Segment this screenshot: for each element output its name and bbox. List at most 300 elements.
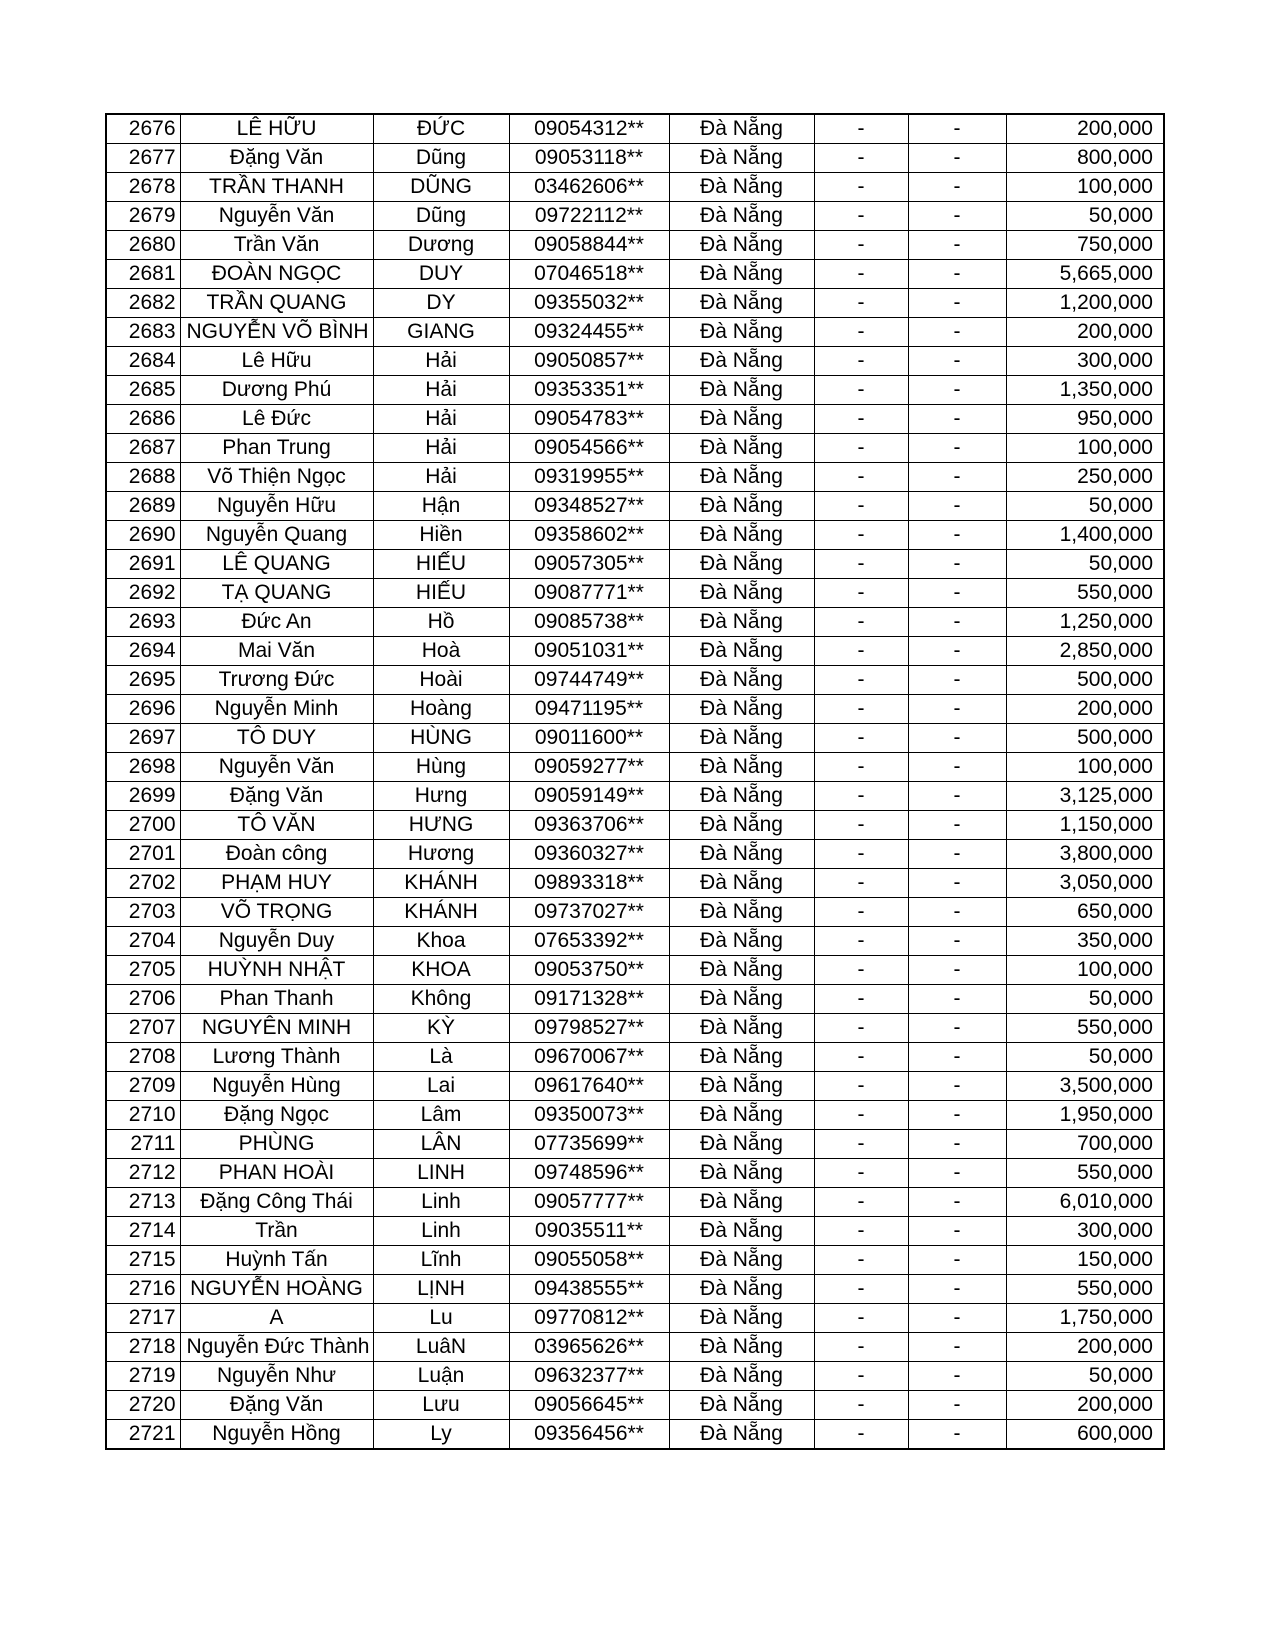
- given-name-cell: Khoa: [373, 927, 509, 956]
- phone-cell: 09471195**: [509, 695, 669, 724]
- table-row: [106, 550, 1164, 579]
- city-cell: Đà Nẵng: [669, 1304, 814, 1333]
- dash-cell: -: [908, 1420, 1006, 1450]
- surname-cell: A: [180, 1304, 373, 1333]
- row-number: 2699: [106, 782, 180, 811]
- surname-cell: NGUYỄN HOÀNG: [180, 1275, 373, 1304]
- given-name-cell: Không: [373, 985, 509, 1014]
- surname-cell: Đặng Văn: [180, 1391, 373, 1420]
- phone-cell: 09737027**: [509, 898, 669, 927]
- dash-cell: -: [908, 1130, 1006, 1159]
- dash-cell: -: [908, 463, 1006, 492]
- dash-cell: -: [908, 1159, 1006, 1188]
- surname-cell: Đức An: [180, 608, 373, 637]
- dash-cell: -: [814, 1188, 908, 1217]
- surname-cell: PHÙNG: [180, 1130, 373, 1159]
- table-row: [106, 434, 1164, 463]
- surname-cell: PHẠM HUY: [180, 869, 373, 898]
- phone-cell: 03462606**: [509, 173, 669, 202]
- city-cell: Đà Nẵng: [669, 782, 814, 811]
- table-row: [106, 1420, 1164, 1450]
- amount-cell: 3,800,000: [1006, 840, 1164, 869]
- dash-cell: -: [814, 347, 908, 376]
- amount-cell: 100,000: [1006, 173, 1164, 202]
- row-number: 2696: [106, 695, 180, 724]
- city-cell: Đà Nẵng: [669, 1043, 814, 1072]
- dash-cell: -: [814, 869, 908, 898]
- dash-cell: -: [814, 1159, 908, 1188]
- dash-cell: -: [908, 114, 1006, 144]
- surname-cell: Nguyễn Văn: [180, 202, 373, 231]
- table-row: [106, 1072, 1164, 1101]
- given-name-cell: Dũng: [373, 144, 509, 173]
- city-cell: Đà Nẵng: [669, 1130, 814, 1159]
- amount-cell: 50,000: [1006, 492, 1164, 521]
- dash-cell: -: [908, 550, 1006, 579]
- table-row: [106, 521, 1164, 550]
- row-number: 2697: [106, 724, 180, 753]
- city-cell: Đà Nẵng: [669, 114, 814, 144]
- table-row: [106, 202, 1164, 231]
- given-name-cell: Hương: [373, 840, 509, 869]
- row-number: 2703: [106, 898, 180, 927]
- dash-cell: -: [814, 260, 908, 289]
- amount-cell: 600,000: [1006, 1420, 1164, 1450]
- phone-cell: 03965626**: [509, 1333, 669, 1362]
- table-row: [106, 144, 1164, 173]
- amount-cell: 50,000: [1006, 1362, 1164, 1391]
- dash-cell: -: [814, 405, 908, 434]
- phone-cell: 09353351**: [509, 376, 669, 405]
- surname-cell: Võ Thiện Ngọc: [180, 463, 373, 492]
- dash-cell: -: [908, 405, 1006, 434]
- amount-cell: 1,350,000: [1006, 376, 1164, 405]
- dash-cell: -: [908, 1304, 1006, 1333]
- phone-cell: 09324455**: [509, 318, 669, 347]
- surname-cell: Phan Trung: [180, 434, 373, 463]
- phone-cell: 09363706**: [509, 811, 669, 840]
- amount-cell: 50,000: [1006, 1043, 1164, 1072]
- surname-cell: Nguyễn Hồng: [180, 1420, 373, 1450]
- phone-cell: 09087771**: [509, 579, 669, 608]
- phone-cell: 07046518**: [509, 260, 669, 289]
- table-row: [106, 492, 1164, 521]
- row-number: 2688: [106, 463, 180, 492]
- dash-cell: -: [814, 1072, 908, 1101]
- amount-cell: 1,250,000: [1006, 608, 1164, 637]
- table-row: [106, 1101, 1164, 1130]
- given-name-cell: Hải: [373, 434, 509, 463]
- dash-cell: -: [908, 173, 1006, 202]
- dash-cell: -: [814, 1304, 908, 1333]
- table-row: [106, 637, 1164, 666]
- city-cell: Đà Nẵng: [669, 869, 814, 898]
- given-name-cell: HÙNG: [373, 724, 509, 753]
- phone-cell: 09358602**: [509, 521, 669, 550]
- surname-cell: Nguyễn Duy: [180, 927, 373, 956]
- dash-cell: -: [814, 1101, 908, 1130]
- given-name-cell: Hải: [373, 376, 509, 405]
- city-cell: Đà Nẵng: [669, 1188, 814, 1217]
- row-number: 2681: [106, 260, 180, 289]
- dash-cell: -: [908, 840, 1006, 869]
- row-number: 2686: [106, 405, 180, 434]
- table-row: [106, 376, 1164, 405]
- table-row: [106, 1275, 1164, 1304]
- table-row: [106, 1391, 1164, 1420]
- amount-cell: 150,000: [1006, 1246, 1164, 1275]
- dash-cell: -: [908, 724, 1006, 753]
- table-row: [106, 927, 1164, 956]
- dash-cell: -: [814, 434, 908, 463]
- dash-cell: -: [908, 608, 1006, 637]
- row-number: 2683: [106, 318, 180, 347]
- donor-table: [105, 113, 1165, 1450]
- city-cell: Đà Nẵng: [669, 173, 814, 202]
- amount-cell: 5,665,000: [1006, 260, 1164, 289]
- dash-cell: -: [814, 550, 908, 579]
- row-number: 2717: [106, 1304, 180, 1333]
- city-cell: Đà Nẵng: [669, 318, 814, 347]
- row-number: 2693: [106, 608, 180, 637]
- phone-cell: 09171328**: [509, 985, 669, 1014]
- city-cell: Đà Nẵng: [669, 811, 814, 840]
- surname-cell: HUỲNH NHẬT: [180, 956, 373, 985]
- amount-cell: 650,000: [1006, 898, 1164, 927]
- table-row: [106, 1043, 1164, 1072]
- given-name-cell: Hận: [373, 492, 509, 521]
- row-number: 2700: [106, 811, 180, 840]
- row-number: 2682: [106, 289, 180, 318]
- amount-cell: 500,000: [1006, 666, 1164, 695]
- surname-cell: Nguyễn Văn: [180, 753, 373, 782]
- surname-cell: Nguyễn Quang: [180, 521, 373, 550]
- amount-cell: 3,500,000: [1006, 1072, 1164, 1101]
- city-cell: Đà Nẵng: [669, 1333, 814, 1362]
- given-name-cell: HƯNG: [373, 811, 509, 840]
- amount-cell: 100,000: [1006, 956, 1164, 985]
- table-row: [106, 318, 1164, 347]
- given-name-cell: Hoàng: [373, 695, 509, 724]
- surname-cell: Đặng Văn: [180, 782, 373, 811]
- amount-cell: 300,000: [1006, 1217, 1164, 1246]
- table-row: [106, 753, 1164, 782]
- phone-cell: 09059149**: [509, 782, 669, 811]
- row-number: 2708: [106, 1043, 180, 1072]
- dash-cell: -: [908, 956, 1006, 985]
- dash-cell: -: [908, 1362, 1006, 1391]
- city-cell: Đà Nẵng: [669, 1362, 814, 1391]
- given-name-cell: Là: [373, 1043, 509, 1072]
- given-name-cell: KHÁNH: [373, 898, 509, 927]
- given-name-cell: Dương: [373, 231, 509, 260]
- dash-cell: -: [908, 144, 1006, 173]
- table-row: [106, 1159, 1164, 1188]
- given-name-cell: LỊNH: [373, 1275, 509, 1304]
- phone-cell: 09770812**: [509, 1304, 669, 1333]
- given-name-cell: Hoà: [373, 637, 509, 666]
- row-number: 2679: [106, 202, 180, 231]
- amount-cell: 1,950,000: [1006, 1101, 1164, 1130]
- row-number: 2710: [106, 1101, 180, 1130]
- surname-cell: Đặng Công Thái: [180, 1188, 373, 1217]
- table-row: [106, 114, 1164, 144]
- dash-cell: -: [814, 463, 908, 492]
- surname-cell: Nguyễn Hữu: [180, 492, 373, 521]
- dash-cell: -: [814, 114, 908, 144]
- amount-cell: 6,010,000: [1006, 1188, 1164, 1217]
- phone-cell: 09056645**: [509, 1391, 669, 1420]
- amount-cell: 350,000: [1006, 927, 1164, 956]
- dash-cell: -: [814, 811, 908, 840]
- row-number: 2684: [106, 347, 180, 376]
- amount-cell: 1,400,000: [1006, 521, 1164, 550]
- amount-cell: 950,000: [1006, 405, 1164, 434]
- city-cell: Đà Nẵng: [669, 1101, 814, 1130]
- dash-cell: -: [908, 289, 1006, 318]
- dash-cell: -: [908, 1391, 1006, 1420]
- phone-cell: 09057777**: [509, 1188, 669, 1217]
- surname-cell: Đặng Ngọc: [180, 1101, 373, 1130]
- surname-cell: PHAN HOÀI: [180, 1159, 373, 1188]
- surname-cell: NGUYÊN MINH: [180, 1014, 373, 1043]
- given-name-cell: Ly: [373, 1420, 509, 1450]
- dash-cell: -: [908, 376, 1006, 405]
- city-cell: Đà Nẵng: [669, 1420, 814, 1450]
- dash-cell: -: [814, 1043, 908, 1072]
- given-name-cell: DY: [373, 289, 509, 318]
- surname-cell: TRẦN THANH: [180, 173, 373, 202]
- given-name-cell: HIẾU: [373, 579, 509, 608]
- dash-cell: -: [814, 579, 908, 608]
- amount-cell: 300,000: [1006, 347, 1164, 376]
- surname-cell: Đặng Văn: [180, 144, 373, 173]
- phone-cell: 09348527**: [509, 492, 669, 521]
- amount-cell: 50,000: [1006, 550, 1164, 579]
- table-row: [106, 695, 1164, 724]
- dash-cell: -: [814, 521, 908, 550]
- dash-cell: -: [908, 985, 1006, 1014]
- table-row: [106, 1217, 1164, 1246]
- city-cell: Đà Nẵng: [669, 347, 814, 376]
- row-number: 2685: [106, 376, 180, 405]
- row-number: 2709: [106, 1072, 180, 1101]
- city-cell: Đà Nẵng: [669, 840, 814, 869]
- dash-cell: -: [908, 231, 1006, 260]
- amount-cell: 1,750,000: [1006, 1304, 1164, 1333]
- amount-cell: 2,850,000: [1006, 637, 1164, 666]
- dash-cell: -: [908, 753, 1006, 782]
- table-row: [106, 231, 1164, 260]
- phone-cell: 09360327**: [509, 840, 669, 869]
- dash-cell: -: [908, 579, 1006, 608]
- city-cell: Đà Nẵng: [669, 608, 814, 637]
- phone-cell: 07653392**: [509, 927, 669, 956]
- city-cell: Đà Nẵng: [669, 1217, 814, 1246]
- amount-cell: 550,000: [1006, 1159, 1164, 1188]
- dash-cell: -: [814, 173, 908, 202]
- row-number: 2713: [106, 1188, 180, 1217]
- row-number: 2704: [106, 927, 180, 956]
- row-number: 2677: [106, 144, 180, 173]
- dash-cell: -: [814, 318, 908, 347]
- amount-cell: 1,200,000: [1006, 289, 1164, 318]
- amount-cell: 100,000: [1006, 434, 1164, 463]
- row-number: 2698: [106, 753, 180, 782]
- dash-cell: -: [814, 231, 908, 260]
- amount-cell: 50,000: [1006, 985, 1164, 1014]
- phone-cell: 09356456**: [509, 1420, 669, 1450]
- amount-cell: 200,000: [1006, 1391, 1164, 1420]
- phone-cell: 09319955**: [509, 463, 669, 492]
- table-row: [106, 1333, 1164, 1362]
- given-name-cell: LINH: [373, 1159, 509, 1188]
- phone-cell: 09350073**: [509, 1101, 669, 1130]
- dash-cell: -: [908, 492, 1006, 521]
- dash-cell: -: [814, 695, 908, 724]
- table-row: [106, 840, 1164, 869]
- dash-cell: -: [814, 1275, 908, 1304]
- row-number: 2721: [106, 1420, 180, 1450]
- city-cell: Đà Nẵng: [669, 985, 814, 1014]
- given-name-cell: Linh: [373, 1217, 509, 1246]
- given-name-cell: Dũng: [373, 202, 509, 231]
- row-number: 2715: [106, 1246, 180, 1275]
- dash-cell: -: [908, 869, 1006, 898]
- city-cell: Đà Nẵng: [669, 753, 814, 782]
- city-cell: Đà Nẵng: [669, 376, 814, 405]
- row-number: 2716: [106, 1275, 180, 1304]
- table-row: [106, 1304, 1164, 1333]
- phone-cell: 09632377**: [509, 1362, 669, 1391]
- table-row: [106, 811, 1164, 840]
- dash-cell: -: [908, 318, 1006, 347]
- phone-cell: 09085738**: [509, 608, 669, 637]
- city-cell: Đà Nẵng: [669, 956, 814, 985]
- surname-cell: LÊ QUANG: [180, 550, 373, 579]
- table-row: [106, 782, 1164, 811]
- given-name-cell: DUY: [373, 260, 509, 289]
- row-number: 2706: [106, 985, 180, 1014]
- phone-cell: 09893318**: [509, 869, 669, 898]
- dash-cell: -: [814, 927, 908, 956]
- phone-cell: 09053750**: [509, 956, 669, 985]
- table-row: [106, 289, 1164, 318]
- surname-cell: Nguyễn Minh: [180, 695, 373, 724]
- city-cell: Đà Nẵng: [669, 1014, 814, 1043]
- given-name-cell: HIẾU: [373, 550, 509, 579]
- dash-cell: -: [814, 985, 908, 1014]
- amount-cell: 500,000: [1006, 724, 1164, 753]
- surname-cell: Lương Thành: [180, 1043, 373, 1072]
- given-name-cell: Hùng: [373, 753, 509, 782]
- dash-cell: -: [814, 376, 908, 405]
- table-row: [106, 347, 1164, 376]
- dash-cell: -: [814, 1420, 908, 1450]
- surname-cell: Trần Văn: [180, 231, 373, 260]
- surname-cell: Huỳnh Tấn: [180, 1246, 373, 1275]
- table-row: [106, 898, 1164, 927]
- phone-cell: 07735699**: [509, 1130, 669, 1159]
- given-name-cell: Lưu: [373, 1391, 509, 1420]
- table-row: [106, 173, 1164, 202]
- phone-cell: 09059277**: [509, 753, 669, 782]
- city-cell: Đà Nẵng: [669, 260, 814, 289]
- dash-cell: -: [908, 1333, 1006, 1362]
- given-name-cell: Linh: [373, 1188, 509, 1217]
- dash-cell: -: [908, 434, 1006, 463]
- given-name-cell: Lai: [373, 1072, 509, 1101]
- city-cell: Đà Nẵng: [669, 463, 814, 492]
- given-name-cell: Lu: [373, 1304, 509, 1333]
- row-number: 2714: [106, 1217, 180, 1246]
- phone-cell: 09054312**: [509, 114, 669, 144]
- amount-cell: 100,000: [1006, 753, 1164, 782]
- city-cell: Đà Nẵng: [669, 666, 814, 695]
- dash-cell: -: [814, 608, 908, 637]
- dash-cell: -: [814, 1246, 908, 1275]
- amount-cell: 3,125,000: [1006, 782, 1164, 811]
- given-name-cell: Hải: [373, 463, 509, 492]
- surname-cell: Trần: [180, 1217, 373, 1246]
- row-number: 2707: [106, 1014, 180, 1043]
- given-name-cell: Luận: [373, 1362, 509, 1391]
- dash-cell: -: [908, 898, 1006, 927]
- amount-cell: 200,000: [1006, 1333, 1164, 1362]
- phone-cell: 09050857**: [509, 347, 669, 376]
- table-row: [106, 869, 1164, 898]
- surname-cell: Đoàn công: [180, 840, 373, 869]
- surname-cell: Trương Đức: [180, 666, 373, 695]
- row-number: 2678: [106, 173, 180, 202]
- city-cell: Đà Nẵng: [669, 144, 814, 173]
- phone-cell: 09670067**: [509, 1043, 669, 1072]
- dash-cell: -: [814, 1014, 908, 1043]
- row-number: 2694: [106, 637, 180, 666]
- row-number: 2720: [106, 1391, 180, 1420]
- phone-cell: 09798527**: [509, 1014, 669, 1043]
- phone-cell: 09051031**: [509, 637, 669, 666]
- row-number: 2680: [106, 231, 180, 260]
- phone-cell: 09054783**: [509, 405, 669, 434]
- surname-cell: LÊ HỮU: [180, 114, 373, 144]
- dash-cell: -: [908, 637, 1006, 666]
- dash-cell: -: [908, 1014, 1006, 1043]
- dash-cell: -: [814, 1217, 908, 1246]
- given-name-cell: DŨNG: [373, 173, 509, 202]
- dash-cell: -: [814, 782, 908, 811]
- surname-cell: Nguyễn Như: [180, 1362, 373, 1391]
- phone-cell: 09748596**: [509, 1159, 669, 1188]
- table-row: [106, 956, 1164, 985]
- dash-cell: -: [814, 840, 908, 869]
- surname-cell: Mai Văn: [180, 637, 373, 666]
- table-row: [106, 260, 1164, 289]
- dash-cell: -: [908, 695, 1006, 724]
- dash-cell: -: [908, 1072, 1006, 1101]
- city-cell: Đà Nẵng: [669, 231, 814, 260]
- dash-cell: -: [814, 666, 908, 695]
- city-cell: Đà Nẵng: [669, 202, 814, 231]
- dash-cell: -: [908, 927, 1006, 956]
- surname-cell: NGUYỄN VÕ BÌNH: [180, 318, 373, 347]
- given-name-cell: KHOA: [373, 956, 509, 985]
- surname-cell: TRẦN QUANG: [180, 289, 373, 318]
- row-number: 2695: [106, 666, 180, 695]
- city-cell: Đà Nẵng: [669, 1391, 814, 1420]
- phone-cell: 09744749**: [509, 666, 669, 695]
- city-cell: Đà Nẵng: [669, 724, 814, 753]
